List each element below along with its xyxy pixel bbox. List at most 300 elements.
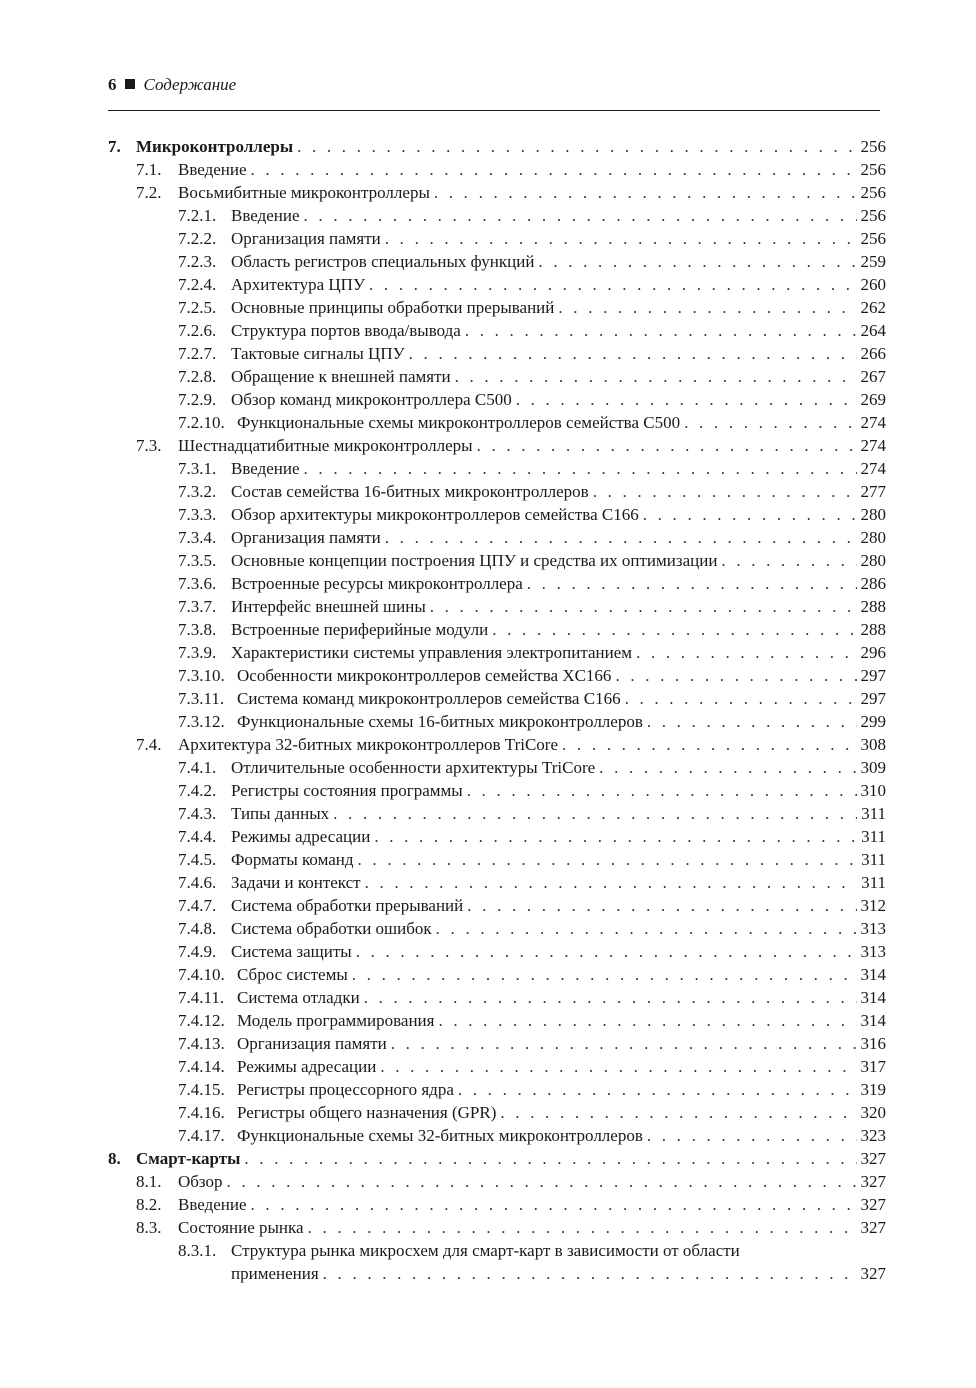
dot-leader <box>361 871 858 894</box>
toc-entry-number: 7.4.15. <box>178 1080 225 1099</box>
toc-entry-number: 7.4.2. <box>178 781 217 800</box>
running-header <box>108 74 236 96</box>
toc-entry-number: 7.4.11. <box>178 988 225 1007</box>
toc-entry-page: 256 <box>860 137 886 156</box>
toc-entry-page: 316 <box>860 1034 886 1053</box>
dot-leader <box>329 802 857 825</box>
toc-entry[interactable] <box>108 733 886 756</box>
toc-entry-title: Основные принципы обработки прерываний <box>231 298 555 317</box>
toc-entry[interactable] <box>108 871 886 894</box>
toc-entry[interactable] <box>108 595 886 618</box>
toc-entry-line <box>231 1239 886 1262</box>
toc-entry-page: 309 <box>860 758 886 777</box>
dot-leader <box>632 641 856 664</box>
toc-entry-number: 7.2.1. <box>178 206 217 225</box>
toc-entry-line <box>237 1055 886 1078</box>
toc-entry[interactable] <box>108 365 886 388</box>
toc-entry[interactable] <box>108 319 886 342</box>
toc-entry-page: 319 <box>860 1080 886 1099</box>
toc-entry-page: 327 <box>860 1172 886 1191</box>
toc-entry[interactable] <box>108 273 886 296</box>
toc-entry-line <box>231 227 886 250</box>
toc-entry-line <box>237 687 886 710</box>
toc-entry-number: 7.3.2. <box>178 482 217 501</box>
toc-entry-line <box>231 572 886 595</box>
toc-entry-title: Структура рынка микросхем для смарт-карт в зависимости от области <box>231 1241 740 1260</box>
toc-entry-page: 311 <box>861 873 886 892</box>
toc-entry-page: 297 <box>860 689 886 708</box>
dot-leader <box>223 1170 857 1193</box>
dot-leader <box>680 411 856 434</box>
toc-entry-number: 7.2.2. <box>178 229 217 248</box>
toc-entry[interactable] <box>108 1101 886 1124</box>
toc-entry-title: Архитектура 32-битных микроконтроллеров TriCore <box>178 735 559 754</box>
running-title: Содержание <box>143 75 237 94</box>
toc-entry-number: 7.3.11. <box>178 689 225 708</box>
toc-entry-line <box>237 411 886 434</box>
toc-entry[interactable] <box>108 572 886 595</box>
dot-leader <box>293 135 856 158</box>
toc-entry-line <box>231 641 886 664</box>
dot-leader <box>240 1147 856 1170</box>
toc-entry-number: 7.2.7. <box>178 344 217 363</box>
toc-entry-page: 311 <box>861 804 886 823</box>
dot-leader <box>376 1055 856 1078</box>
toc-entry-number: 7.2.3. <box>178 252 217 271</box>
toc-entry-line <box>231 342 886 365</box>
dot-leader <box>463 894 856 917</box>
dot-leader <box>300 204 857 227</box>
dot-leader <box>643 1124 857 1147</box>
toc-entry-line <box>231 940 886 963</box>
toc-entry-line <box>178 181 886 204</box>
toc-entry-line <box>237 1124 886 1147</box>
toc-entry-title: Тактовые сигналы ЦПУ <box>231 344 405 363</box>
dot-leader <box>247 158 857 181</box>
toc-entry[interactable] <box>108 940 886 963</box>
toc-entry-line <box>231 756 886 779</box>
toc-entry-title: Режимы адресации <box>237 1057 377 1076</box>
toc-entry-title: Отличительные особенности архитектуры TriCore <box>231 758 596 777</box>
toc-entry-page: 256 <box>860 183 886 202</box>
toc-entry-number: 7.1. <box>136 160 162 179</box>
toc-entry-number: 7.4. <box>136 735 162 754</box>
toc-entry-title: Обращение к внешней памяти <box>231 367 451 386</box>
toc-entry-number: 7.2. <box>136 183 162 202</box>
dot-leader <box>488 618 856 641</box>
toc-entry-title: Модель программирования <box>237 1011 435 1030</box>
toc-entry-number: 7.4.5. <box>178 850 217 869</box>
toc-entry-page: 299 <box>860 712 886 731</box>
toc-entry-number: 7.4.10. <box>178 965 225 984</box>
toc-entry[interactable] <box>108 894 886 917</box>
dot-leader <box>621 687 857 710</box>
page-number: 6 <box>108 75 117 94</box>
toc-entry-title: Задачи и контекст <box>231 873 361 892</box>
toc-entry-number: 7.3.3. <box>178 505 217 524</box>
toc-entry-title: Система команд микроконтроллеров семейства C166 <box>237 689 621 708</box>
toc-entry-title: Функциональные схемы 32-битных микроконтроллеров <box>237 1126 643 1145</box>
toc-entry[interactable] <box>108 1193 886 1216</box>
toc-entry-page: 311 <box>861 827 886 846</box>
toc-entry-line <box>237 1101 886 1124</box>
toc-entry-title: Введение <box>178 160 247 179</box>
dot-leader <box>434 1009 856 1032</box>
toc-entry[interactable] <box>108 779 886 802</box>
toc-entry[interactable] <box>108 181 886 204</box>
table-of-contents <box>108 135 886 1285</box>
dot-leader <box>461 319 857 342</box>
toc-entry-number: 7.4.16. <box>178 1103 225 1122</box>
toc-entry-page: 280 <box>860 528 886 547</box>
toc-entry-number: 8.2. <box>136 1195 162 1214</box>
toc-entry[interactable] <box>108 917 886 940</box>
toc-entry-page: 320 <box>860 1103 886 1122</box>
dot-leader <box>639 503 857 526</box>
toc-entry-line <box>231 871 886 894</box>
toc-entry-number: 7.3.9. <box>178 643 217 662</box>
toc-entry-line <box>231 503 886 526</box>
toc-entry-title: Состав семейства 16-битных микроконтроллеров <box>231 482 589 501</box>
toc-entry[interactable] <box>108 986 886 1009</box>
toc-entry[interactable] <box>108 848 886 871</box>
toc-entry-line <box>231 802 886 825</box>
toc-entry-page: 311 <box>861 850 886 869</box>
toc-entry-title: Организация памяти <box>237 1034 387 1053</box>
toc-entry-title: Архитектура ЦПУ <box>231 275 365 294</box>
toc-entry-title: Структура портов ввода/вывода <box>231 321 461 340</box>
toc-entry-line <box>231 917 886 940</box>
toc-entry-number: 7.3.4. <box>178 528 217 547</box>
toc-entry-title: применения <box>231 1264 319 1283</box>
toc-entry-line <box>136 135 886 158</box>
toc-entry-line <box>231 595 886 618</box>
dot-leader <box>611 664 856 687</box>
toc-entry[interactable] <box>108 296 886 319</box>
toc-entry-number: 7.2.4. <box>178 275 217 294</box>
toc-entry-title: Область регистров специальных функций <box>231 252 535 271</box>
toc-entry-number: 8.3.1. <box>178 1241 217 1260</box>
toc-entry-line <box>178 1170 886 1193</box>
toc-entry-line <box>231 296 886 319</box>
toc-entry-page: 312 <box>860 896 886 915</box>
toc-entry-page: 274 <box>860 436 886 455</box>
toc-entry[interactable] <box>108 1009 886 1032</box>
toc-entry-title: Организация памяти <box>231 229 381 248</box>
toc-entry-page: 267 <box>860 367 886 386</box>
dot-leader <box>352 940 857 963</box>
toc-entry-line <box>237 710 886 733</box>
toc-entry-page: 314 <box>860 965 886 984</box>
toc-entry-page: 274 <box>860 459 886 478</box>
toc-entry-page: 256 <box>860 206 886 225</box>
toc-entry-page: 327 <box>860 1264 886 1283</box>
dot-leader <box>512 388 857 411</box>
toc-entry-title: Система обработки ошибок <box>231 919 432 938</box>
toc-entry-number: 7.4.7. <box>178 896 217 915</box>
toc-entry-title: Особенности микроконтроллеров семейства XC166 <box>237 666 612 685</box>
toc-entry-page: 308 <box>860 735 886 754</box>
toc-entry-line <box>237 986 886 1009</box>
toc-entry-line <box>178 733 886 756</box>
toc-entry-title: Шестнадцатибитные микроконтроллеры <box>178 436 473 455</box>
dot-leader <box>717 549 856 572</box>
toc-entry[interactable] <box>108 618 886 641</box>
dot-leader <box>534 250 856 273</box>
toc-entry-page: 313 <box>860 919 886 938</box>
toc-entry-line <box>231 319 886 342</box>
toc-entry-number: 7.3. <box>136 436 162 455</box>
toc-entry[interactable] <box>108 1262 886 1285</box>
toc-entry-line <box>231 365 886 388</box>
toc-entry-page: 313 <box>860 942 886 961</box>
toc-entry-line <box>231 779 886 802</box>
toc-entry-page: 327 <box>860 1195 886 1214</box>
toc-entry[interactable] <box>108 687 886 710</box>
toc-entry-number: 7.3.7. <box>178 597 217 616</box>
toc-entry-title: Режимы адресации <box>231 827 371 846</box>
dot-leader <box>304 1216 857 1239</box>
toc-entry[interactable] <box>108 1078 886 1101</box>
toc-entry-page: 274 <box>860 413 886 432</box>
dot-leader <box>643 710 857 733</box>
toc-entry-title: Состояние рынка <box>178 1218 304 1237</box>
toc-entry[interactable] <box>108 1216 886 1239</box>
toc-entry-page: 317 <box>860 1057 886 1076</box>
toc-entry-number: 7.3.10. <box>178 666 225 685</box>
toc-entry-line <box>231 457 886 480</box>
dot-leader <box>496 1101 856 1124</box>
toc-entry-number: 7.4.13. <box>178 1034 225 1053</box>
toc-entry[interactable] <box>108 503 886 526</box>
toc-entry[interactable] <box>108 1055 886 1078</box>
dot-leader <box>432 917 857 940</box>
dot-leader <box>523 572 857 595</box>
toc-entry-title: Характеристики системы управления электропитанием <box>231 643 633 662</box>
toc-entry-page: 264 <box>860 321 886 340</box>
toc-entry-line <box>231 273 886 296</box>
toc-entry-number: 8.3. <box>136 1218 162 1237</box>
toc-entry-title: Форматы команд <box>231 850 354 869</box>
toc-entry-title: Встроенные периферийные модули <box>231 620 489 639</box>
toc-entry-page: 314 <box>860 988 886 1007</box>
toc-entry-number: 7.3.6. <box>178 574 217 593</box>
toc-entry-line <box>178 434 886 457</box>
toc-entry-title: Введение <box>178 1195 247 1214</box>
dot-leader <box>463 779 857 802</box>
toc-entry[interactable] <box>108 825 886 848</box>
toc-entry-title: Восьмибитные микроконтроллеры <box>178 183 430 202</box>
toc-entry[interactable] <box>108 158 886 181</box>
toc-entry-number: 7.2.5. <box>178 298 217 317</box>
toc-entry-line <box>231 480 886 503</box>
toc-entry-page: 310 <box>860 781 886 800</box>
toc-entry-page: 288 <box>860 597 886 616</box>
toc-entry-line <box>178 1216 886 1239</box>
dot-leader <box>348 963 857 986</box>
toc-entry-number: 7.3.8. <box>178 620 217 639</box>
toc-entry-page: 297 <box>860 666 886 685</box>
toc-entry-page: 277 <box>860 482 886 501</box>
toc-entry-title: Сброс системы <box>237 965 348 984</box>
dot-leader <box>319 1262 857 1285</box>
toc-entry[interactable] <box>108 1170 886 1193</box>
toc-entry[interactable] <box>108 434 886 457</box>
toc-entry-page: 327 <box>860 1149 886 1168</box>
toc-entry-line <box>231 204 886 227</box>
dot-leader <box>365 273 857 296</box>
toc-entry-line <box>231 1262 886 1285</box>
toc-entry-number: 7.4.1. <box>178 758 217 777</box>
dot-leader <box>595 756 856 779</box>
toc-entry-number: 8. <box>108 1149 121 1168</box>
toc-entry-page: 286 <box>860 574 886 593</box>
toc-entry-number: 7.4.6. <box>178 873 217 892</box>
toc-entry-page: 259 <box>860 252 886 271</box>
toc-entry-page: 327 <box>860 1218 886 1237</box>
dot-leader <box>354 848 858 871</box>
toc-entry-title: Система отладки <box>237 988 360 1007</box>
toc-entry-line <box>178 1193 886 1216</box>
dot-leader <box>387 1032 857 1055</box>
toc-entry-number: 7.2.8. <box>178 367 217 386</box>
toc-entry-title: Регистры состояния программы <box>231 781 463 800</box>
toc-entry-number: 7.2.9. <box>178 390 217 409</box>
toc-entry-title: Типы данных <box>231 804 330 823</box>
toc-entry-page: 256 <box>860 160 886 179</box>
toc-entry-line <box>237 1032 886 1055</box>
toc-entry-number: 7.2.10. <box>178 413 225 432</box>
toc-entry-number: 7.3.12. <box>178 712 225 731</box>
toc-entry-title: Интерфейс внешней шины <box>231 597 426 616</box>
toc-entry-number: 7.2.6. <box>178 321 217 340</box>
toc-entry-number: 7.4.8. <box>178 919 217 938</box>
toc-entry-line <box>231 848 886 871</box>
toc-entry-title: Организация памяти <box>231 528 381 547</box>
square-bullet-icon <box>125 79 135 89</box>
toc-entry-title: Функциональные схемы микроконтроллеров семейства C500 <box>237 413 681 432</box>
toc-entry-title: Обзор <box>178 1172 223 1191</box>
toc-entry[interactable] <box>108 710 886 733</box>
dot-leader <box>381 227 857 250</box>
toc-entry[interactable] <box>108 1032 886 1055</box>
toc-entry[interactable] <box>108 1124 886 1147</box>
dot-leader <box>454 1078 857 1101</box>
toc-entry-line <box>231 549 886 572</box>
toc-entry-page: 314 <box>860 1011 886 1030</box>
toc-entry-number: 7.4.3. <box>178 804 217 823</box>
toc-entry-title: Функциональные схемы 16-битных микроконтроллеров <box>237 712 643 731</box>
dot-leader <box>300 457 857 480</box>
toc-entry-page: 288 <box>860 620 886 639</box>
toc-entry-number: 7.4.14. <box>178 1057 225 1076</box>
dot-leader <box>554 296 856 319</box>
toc-entry-page: 323 <box>860 1126 886 1145</box>
toc-entry-line <box>231 526 886 549</box>
toc-entry[interactable] <box>108 250 886 273</box>
toc-entry-title: Микроконтроллеры <box>136 137 294 156</box>
toc-entry[interactable] <box>108 480 886 503</box>
toc-entry[interactable] <box>108 135 886 158</box>
dot-leader <box>589 480 857 503</box>
dot-leader <box>558 733 856 756</box>
toc-entry[interactable] <box>108 1147 886 1170</box>
toc-entry[interactable] <box>108 526 886 549</box>
toc-entry-title: Введение <box>231 459 300 478</box>
toc-entry[interactable] <box>108 388 886 411</box>
toc-entry-number: 7.3.1. <box>178 459 217 478</box>
dot-leader <box>360 986 857 1009</box>
toc-entry-line <box>231 618 886 641</box>
toc-entry[interactable] <box>108 802 886 825</box>
header-rule <box>108 110 880 111</box>
toc-entry-number: 7.4.9. <box>178 942 217 961</box>
toc-entry-title: Введение <box>231 206 300 225</box>
toc-entry-title: Система обработки прерываний <box>231 896 464 915</box>
toc-entry-title: Обзор архитектуры микроконтроллеров семейства C166 <box>231 505 639 524</box>
toc-entry-title: Регистры общего назначения (GPR) <box>237 1103 497 1122</box>
toc-entry-page: 266 <box>860 344 886 363</box>
toc-entry-number: 7.3.5. <box>178 551 217 570</box>
toc-entry-page: 296 <box>860 643 886 662</box>
toc-entry[interactable] <box>108 342 886 365</box>
toc-entry-line <box>237 664 886 687</box>
toc-entry-number: 7. <box>108 137 121 156</box>
toc-entry-line <box>231 250 886 273</box>
toc-entry-title: Смарт-карты <box>136 1149 241 1168</box>
toc-entry[interactable] <box>108 1239 886 1262</box>
dot-leader <box>426 595 857 618</box>
toc-entry-line <box>237 1078 886 1101</box>
toc-entry[interactable] <box>108 756 886 779</box>
toc-entry-line <box>231 825 886 848</box>
toc-entry-line <box>136 1147 886 1170</box>
dot-leader <box>405 342 857 365</box>
toc-entry[interactable] <box>108 963 886 986</box>
toc-entry-title: Основные концепции построения ЦПУ и средства их оптимизации <box>231 551 718 570</box>
dot-leader <box>370 825 857 848</box>
toc-entry-title: Система защиты <box>231 942 352 961</box>
toc-entry[interactable] <box>108 664 886 687</box>
toc-entry-title: Встроенные ресурсы микроконтроллера <box>231 574 523 593</box>
toc-entry-page: 269 <box>860 390 886 409</box>
dot-leader <box>451 365 857 388</box>
toc-entry-page: 262 <box>860 298 886 317</box>
toc-entry-page: 280 <box>860 551 886 570</box>
dot-leader <box>430 181 857 204</box>
toc-entry-line <box>231 388 886 411</box>
dot-leader <box>381 526 857 549</box>
toc-entry-page: 260 <box>860 275 886 294</box>
toc-entry-page: 280 <box>860 505 886 524</box>
toc-entry-line <box>178 158 886 181</box>
toc-entry-number: 7.4.12. <box>178 1011 225 1030</box>
toc-entry-number: 7.4.4. <box>178 827 217 846</box>
toc-entry[interactable] <box>108 411 886 434</box>
toc-entry-number: 7.4.17. <box>178 1126 225 1145</box>
toc-entry-title: Регистры процессорного ядра <box>237 1080 454 1099</box>
dot-leader <box>473 434 857 457</box>
toc-entry-line <box>237 963 886 986</box>
toc-entry[interactable] <box>108 457 886 480</box>
toc-entry-page: 256 <box>860 229 886 248</box>
dot-leader <box>247 1193 857 1216</box>
toc-entry[interactable] <box>108 227 886 250</box>
toc-entry[interactable] <box>108 204 886 227</box>
toc-entry[interactable] <box>108 549 886 572</box>
toc-entry-line <box>237 1009 886 1032</box>
toc-entry[interactable] <box>108 641 886 664</box>
